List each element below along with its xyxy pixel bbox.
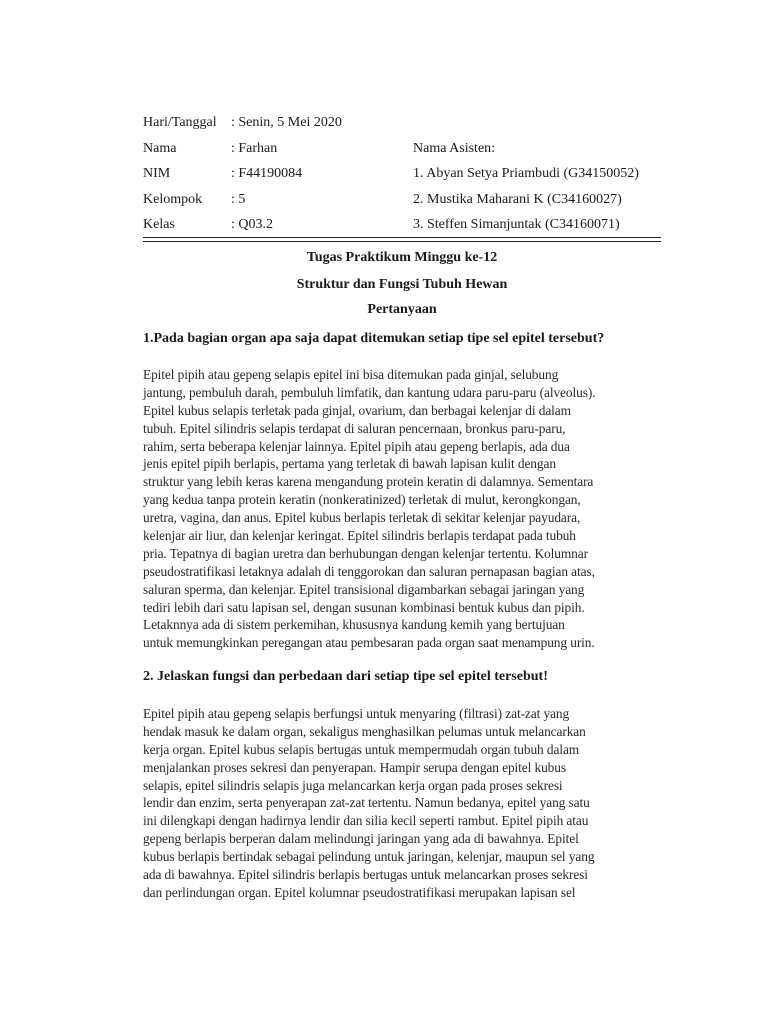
label-name: Nama [143,140,177,156]
answer-line: struktur yang lebih keras karena mengandung protein keratin di dalamnya. Sementara [143,474,594,490]
label-class: Kelas [143,217,175,232]
answer-line: kubus berlapis bertindak sebagai pelindung untuk jaringan, kelenjar, maupun sel yang [143,849,595,865]
answer-1 [143,366,663,652]
answer-line: Letaknnya ada di sistem perkemihan, khususnya kandung kemih yang bertujuan [143,617,565,633]
answer-line: selapis, epitel silindris selapis juga melancarkan kerja organ pada proses sekresi [143,777,563,793]
answer-line: tediri lebih dari satu lapisan sel, dengan susunan kombinasi bentuk kubus dan pipih. [143,599,585,615]
header-row-nim [143,161,663,187]
answer-line: kerja organ. Epitel kubus selapis bertugas untuk mempermudah organ tubuh dalam [143,741,580,757]
answer-line: ada di bawahnya. Epitel silindris berlapis bertugas untuk melancarkan proses sekresi [143,867,588,883]
answer-line: uretra, vagina, dan anus. Epitel kubus berlapis terletak di sekitar kelenjar payudara, [143,510,581,526]
answer-line: tubuh. Epitel silindris selapis terdapat di saluran pencernaan, bronkus paru-paru, [143,420,566,436]
answer-line: menjalankan proses sekresi dan penyerapan. Hampir serupa dengan epitel kubus [143,759,566,775]
answer-line: kelenjar air liur, dan kelenjar keringat. Epitel silindris berlapis terdapat pada tubuh [143,528,576,544]
assistant-blank [413,110,663,136]
header-row-date [143,110,663,136]
value-name: : Farhan [231,140,278,156]
assistant-heading: Nama Asisten: [413,140,496,156]
answer-2 [143,705,663,902]
header-row-class [143,212,663,238]
label-group: Kelompok [143,191,203,207]
answer-line: gepeng berlapis berperan dalam melindungi jaringan yang ada di bawahnya. Epitel [143,831,579,847]
answer-line: saluran sperma, dan kelenjar. Epitel transisional digambarkan sebagai jaringan yang [143,581,585,597]
answer-line: hendak masuk ke dalam organ, sekaligus menghasilkan pelumas untuk melancarkan [143,723,586,739]
value-class: : Q03.2 [231,217,273,232]
answer-line: ini dilengkapi dengan hadirnya lendir dan silia kecil seperti rambut. Epitel pipih atau [143,813,589,829]
answer-line: rahim, serta beberapa kelenjar lainnya. Epitel pipih atau gepeng berlapis, ada dua [143,438,570,454]
answer-line: pria. Tepatnya di bagian uretra dan berhubungan dengan kelenjar tertentu. Kolumnar [143,545,588,561]
answer-line: Epitel pipih atau gepeng selapis epitel ini bisa ditemukan pada ginjal, selubung [143,367,559,382]
header-row-name [143,136,663,162]
answer-line: dan perlindungan organ. Epitel kolumnar pseudostratifikasi merupakan lapisan sel [143,884,576,900]
question-2: 2. Jelaskan fungsi dan perbedaan dari setiap tipe sel epitel tersebut! [143,669,548,684]
label-date: Hari/Tanggal [143,115,217,130]
answer-line: pseudostratifikasi letaknya adalah di tenggorokan dan saluran pernapasan bagian atas, [143,563,595,579]
assistant-3: 3. Steffen Simanjuntak (C34160071) [413,217,620,232]
question-1: 1.Pada bagian organ apa saja dapat ditemukan setiap tipe sel epitel tersebut? [143,331,605,346]
answer-line: Epitel kubus selapis terletak pada ginjal, ovarium, dan berbagai kelenjar di dalam [143,402,571,418]
identity-header [143,110,663,238]
topic-title: Struktur dan Fungsi Tubuh Hewan [296,277,508,292]
header-divider [143,237,661,242]
answer-line: jenis epitel pipih berlapis, pertama yang terletak di bawah lapisan kulit dengan [143,456,556,472]
answer-line: Epitel pipih atau gepeng selapis berfungsi untuk menyaring (filtrasi) zat-zat yang [143,706,570,721]
label-nim: NIM [143,166,171,181]
value-nim: : F44190084 [231,166,303,181]
assistant-2: 2. Mustika Maharani K (C34160027) [413,191,622,207]
section-title: Pertanyaan [367,302,437,317]
header-row-group [143,187,663,213]
assignment-title: Tugas Praktikum Minggu ke-12 [306,250,498,265]
answer-line: jantung, pembuluh darah, pembuluh limfatik, dan kantung udara paru-paru (alveolus). [143,384,596,400]
value-date: : Senin, 5 Mei 2020 [231,115,342,130]
answer-line: lendir dan enzim, serta penyerapan zat-zat tertentu. Namun bedanya, epitel yang satu [143,795,590,811]
value-group: : 5 [231,191,246,207]
answer-line: untuk memungkinkan peregangan atau pembesaran pada organ saat menampung urin. [143,635,595,651]
assistant-1: 1. Abyan Setya Priambudi (G34150052) [413,166,639,181]
answer-line: yang kedua tanpa protein keratin (nonkeratinized) terletak di mulut, kerongkongan, [143,492,581,508]
